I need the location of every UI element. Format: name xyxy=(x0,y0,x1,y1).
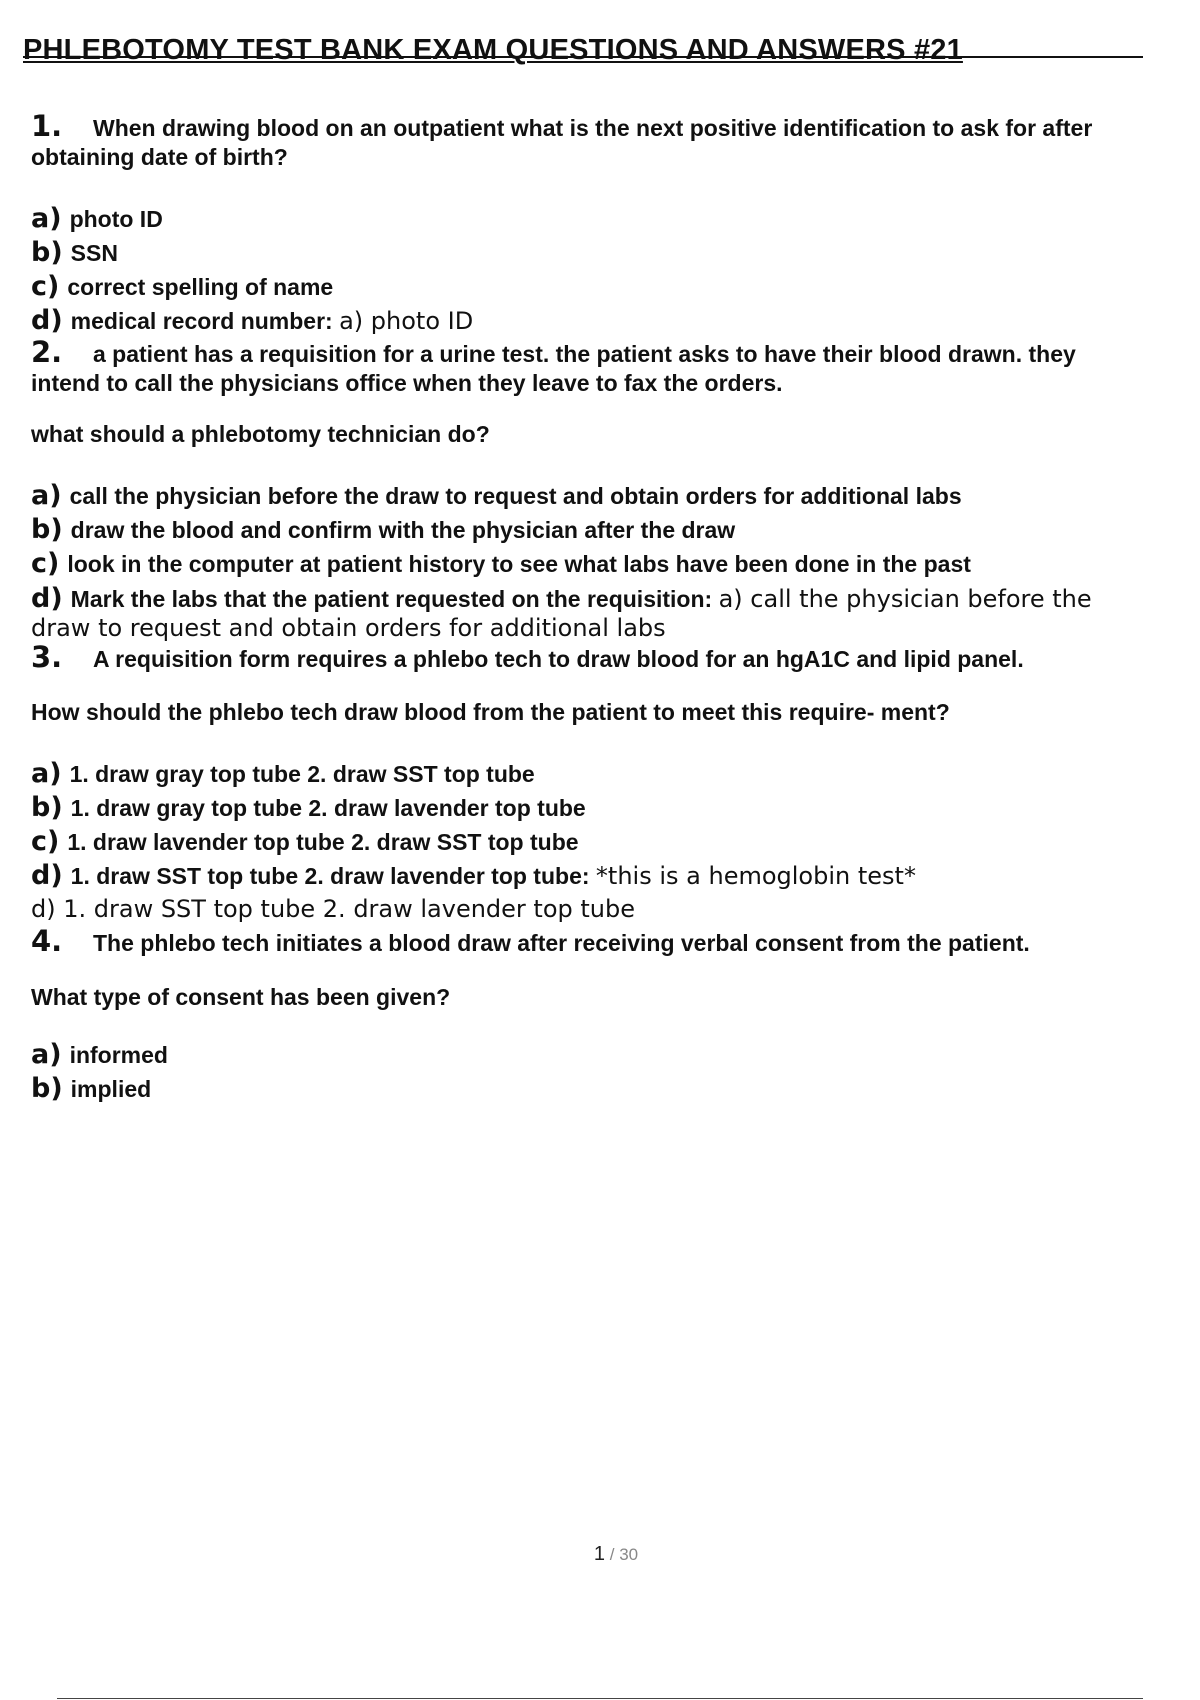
bottom-rule xyxy=(57,1698,1143,1699)
question-3-text: A requisition form requires a phlebo tech to draw blood for an hgA1C and lipid panel. xyxy=(93,646,1024,672)
question-4-stem xyxy=(31,924,1149,958)
option-text: SSN xyxy=(70,240,118,266)
option-letter: d) xyxy=(31,860,63,891)
option-b xyxy=(31,1072,1149,1106)
option-letter: b) xyxy=(31,792,63,823)
option-text: 1. draw lavender top tube 2. draw SST top tube xyxy=(67,829,579,855)
option-b xyxy=(31,513,1149,547)
page-current: 1 xyxy=(593,1543,605,1565)
question-4-prompt: What type of consent has been given? xyxy=(31,984,451,1010)
page-total: 30 xyxy=(619,1545,639,1564)
option-text: medical record number: xyxy=(70,308,333,334)
question-list xyxy=(31,109,1149,1106)
question-1 xyxy=(31,109,1149,338)
question-3-number: 3. xyxy=(31,640,63,674)
option-text: 1. draw gray top tube 2. draw SST top tube xyxy=(69,761,535,787)
question-2-text: a patient has a requisition for a urine test. the patient asks to have their blood drawn. they intend to call the physicians office when they leave to fax the orders. xyxy=(31,341,1076,396)
option-b xyxy=(31,791,1149,825)
option-text: 1. draw SST top tube 2. draw lavender top tube: xyxy=(70,863,590,889)
option-c xyxy=(31,825,1149,859)
document-title: PHLEBOTOMY TEST BANK EXAM QUESTIONS AND ANSWERS #21 xyxy=(23,34,963,66)
option-c xyxy=(31,547,1149,581)
question-4 xyxy=(31,924,1149,1106)
page-indicator xyxy=(0,1543,1200,1566)
option-letter: c) xyxy=(31,548,60,579)
question-3 xyxy=(31,640,1149,924)
question-3-prompt: How should the phlebo tech draw blood from the patient to meet this require- ment? xyxy=(31,699,950,725)
answer-text: a) photo ID xyxy=(339,307,474,335)
option-text: informed xyxy=(69,1042,168,1068)
option-a xyxy=(31,757,1149,791)
option-text: photo ID xyxy=(69,206,163,232)
option-letter: b) xyxy=(31,514,63,545)
title-underline-rule xyxy=(23,56,1143,58)
question-1-number: 1. xyxy=(31,109,63,143)
option-c xyxy=(31,270,1149,304)
option-text: correct spelling of name xyxy=(67,274,334,300)
question-1-options xyxy=(31,202,1149,338)
question-3-answer-line: d) 1. draw SST top tube 2. draw lavender top tube xyxy=(31,895,636,923)
question-2 xyxy=(31,335,1149,643)
question-4-text: The phlebo tech initiates a blood draw after receiving verbal consent from the patient. xyxy=(93,930,1030,956)
option-text: call the physician before the draw to request and obtain orders for additional labs xyxy=(69,483,962,509)
option-a xyxy=(31,202,1149,236)
option-letter: c) xyxy=(31,826,60,857)
page-separator: / xyxy=(609,1545,615,1564)
option-d xyxy=(31,859,1149,893)
option-letter: a) xyxy=(31,480,62,511)
option-letter: a) xyxy=(31,203,62,234)
option-letter: b) xyxy=(31,1073,63,1104)
question-2-stem xyxy=(31,335,1149,398)
option-text: draw the blood and confirm with the physician after the draw xyxy=(70,517,736,543)
option-letter: d) xyxy=(31,583,63,614)
option-text: Mark the labs that the patient requested on the requisition: xyxy=(70,586,713,612)
option-letter: b) xyxy=(31,237,63,268)
question-1-text: When drawing blood on an outpatient what is the next positive identification to ask for after obtaining date of birth? xyxy=(31,115,1093,170)
option-letter: a) xyxy=(31,1039,62,1070)
option-letter: a) xyxy=(31,758,62,789)
question-3-stem xyxy=(31,640,1149,674)
question-2-options xyxy=(31,479,1149,643)
option-d xyxy=(31,584,1149,643)
question-2-number: 2. xyxy=(31,335,63,369)
question-1-stem xyxy=(31,109,1149,172)
option-letter: c) xyxy=(31,271,60,302)
option-a xyxy=(31,479,1149,513)
answer-text: a) call the physician before the draw to request and obtain orders for additional labs xyxy=(31,585,1092,642)
question-2-prompt: what should a phlebotomy technician do? xyxy=(31,421,490,447)
question-4-options xyxy=(31,1038,1149,1106)
option-letter: d) xyxy=(31,305,63,336)
option-text: look in the computer at patient history to see what labs have been done in the past xyxy=(67,551,971,577)
option-a xyxy=(31,1038,1149,1072)
option-d xyxy=(31,304,1149,338)
option-text: 1. draw gray top tube 2. draw lavender top tube xyxy=(70,795,586,821)
option-text: implied xyxy=(70,1076,152,1102)
question-4-number: 4. xyxy=(31,924,63,958)
question-3-options xyxy=(31,757,1149,893)
option-b xyxy=(31,236,1149,270)
answer-text: *this is a hemoglobin test* xyxy=(595,862,916,890)
